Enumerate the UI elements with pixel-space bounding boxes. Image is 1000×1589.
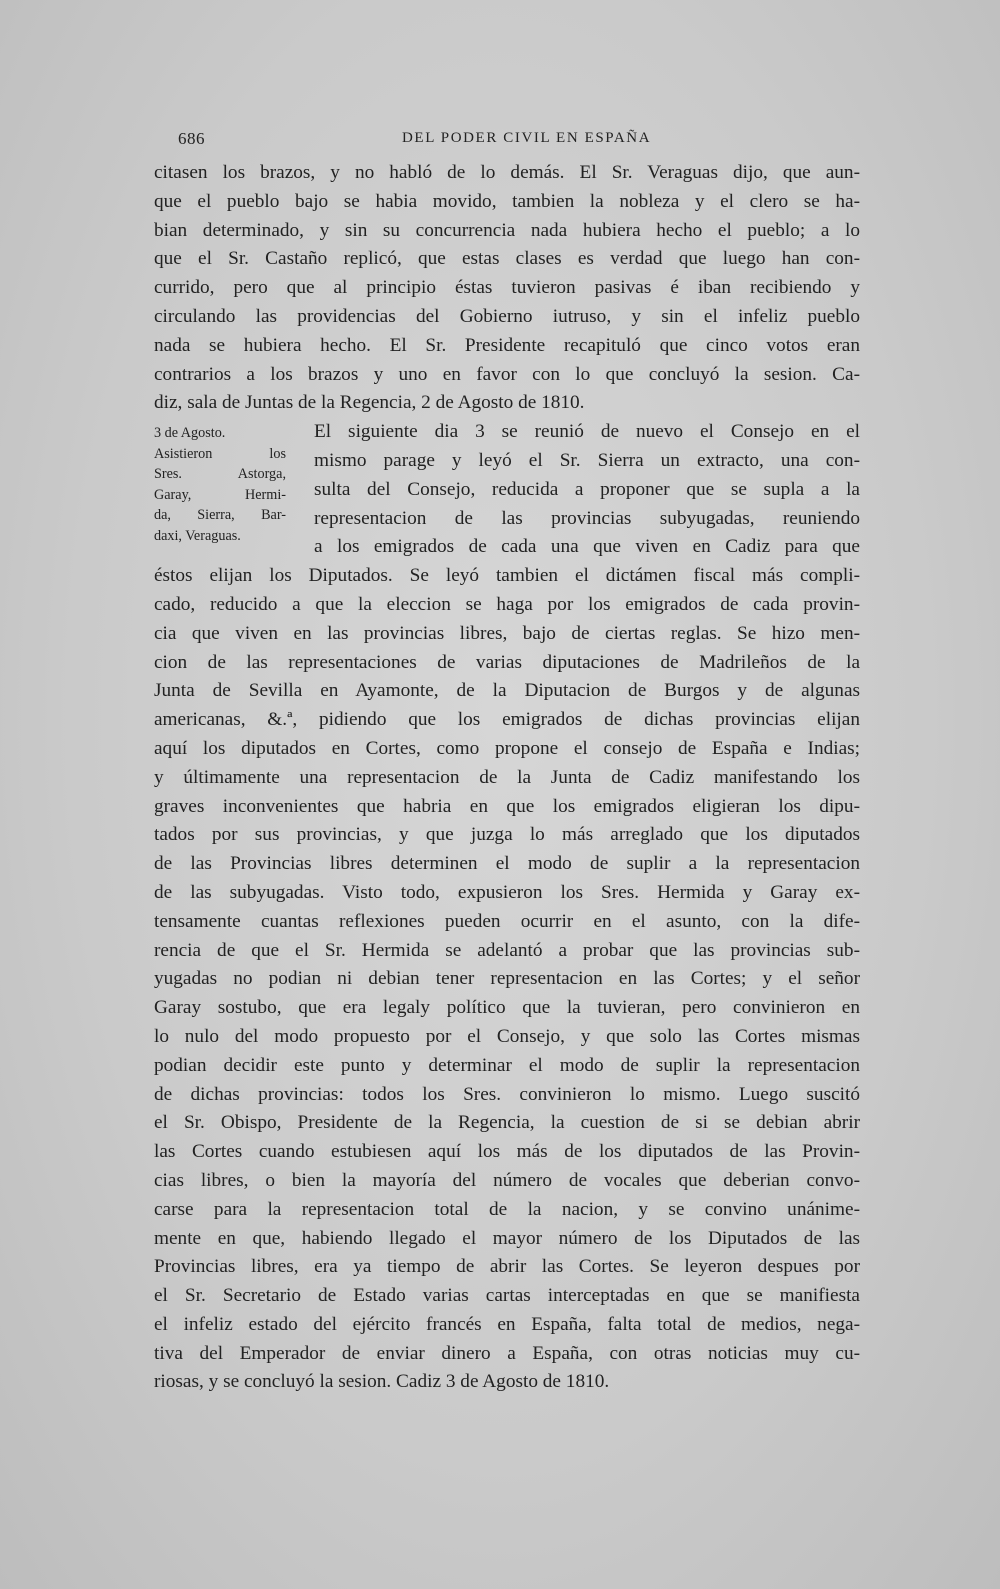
text-line: rencia de que el Sr. Hermida se adelantó a probar que las provincias sub- [154, 939, 860, 961]
text-line: de las subyugadas. Visto todo, expusieron los Sres. Hermida y Garay ex- [154, 881, 860, 903]
margin-note-line: Garay, Hermi- [154, 486, 286, 503]
margin-note-line: daxi, Veraguas. [154, 527, 241, 544]
text-line: cia que viven en las provincias libres, bajo de ciertas reglas. Se hizo men- [154, 622, 860, 644]
text-line: de dichas provincias: todos los Sres. convinieron lo mismo. Luego suscitó [154, 1083, 860, 1105]
text-line: y últimamente una representacion de la Junta de Cadiz manifestando los [154, 766, 860, 788]
page-number: 686 [178, 129, 205, 148]
text-line: las Cortes cuando estubiesen aquí los más de los diputados de las Provin- [154, 1141, 860, 1163]
text-line: mente en que, habiendo llegado el mayor número de los Diputados de las [154, 1227, 860, 1249]
paragraph-bottom [154, 562, 860, 1397]
paragraph-top [154, 159, 860, 418]
text-line: contrarios a los brazos y uno en favor con lo que concluyó la sesion. Ca- [154, 363, 860, 385]
margin-note-line: da, Sierra, Bar- [154, 507, 286, 524]
text-line: Provincias libres, era ya tiempo de abrir las Cortes. Se leyeron despues por [154, 1256, 860, 1278]
text-line: representacion de las provincias subyugadas, reuniendo [314, 507, 860, 529]
text-line: que el pueblo bajo se habia movido, tambien la nobleza y el clero se ha- [154, 190, 860, 212]
margin-note [154, 423, 286, 546]
text-line: bian determinado, y sin su concurrencia nada hubiera hecho el pueblo; a lo [154, 219, 860, 241]
indented-paragraph [314, 418, 860, 562]
page-header [154, 129, 860, 153]
text-line: a los emigrados de cada una que viven en Cadiz para que [314, 536, 860, 558]
text-line: aquí los diputados en Cortes, como propone el consejo de España e Indias; [154, 737, 860, 759]
text-line: circulando las providencias del Gobierno iutruso, y sin el infeliz pueblo [154, 305, 860, 327]
text-line: lo nulo del modo propuesto por el Consejo, y que solo las Cortes mismas [154, 1025, 860, 1047]
text-line: cias libres, o bien la mayoría del número de vocales que deberian convo- [154, 1169, 860, 1191]
margin-note-region [154, 418, 860, 562]
text-line: nada se hubiera hecho. El Sr. Presidente recapituló que cinco votos eran [154, 334, 860, 356]
margin-note-line: Sres. Astorga, [154, 466, 286, 483]
text-line: tensamente cuantas reflexiones pueden ocurrir en el asunto, con la dife- [154, 910, 860, 932]
text-line: currido, pero que al principio éstas tuvieron pasivas é iban recibiendo y [154, 277, 860, 299]
text-line: de las Provincias libres determinen el modo de suplir a la representacion [154, 853, 860, 875]
text-line: cion de las representaciones de varias diputaciones de Madrileños de la [154, 651, 860, 673]
text-line: riosas, y se concluyó la sesion. Cadiz 3 de Agosto de 1810. [154, 1371, 610, 1393]
text-line: tados por sus provincias, y que juzga lo más arreglado que los diputados [154, 824, 860, 846]
text-line: carse para la representacion total de la nacion, y se convino unánime- [154, 1198, 860, 1220]
body-text [154, 159, 860, 1397]
text-line: citasen los brazos, y no habló de lo demás. El Sr. Veraguas dijo, que aun- [154, 162, 860, 183]
text-line: diz, sala de Juntas de la Regencia, 2 de Agosto de 1810. [154, 392, 585, 414]
text-line: cado, reducido a que la eleccion se haga por los emigrados de cada provin- [154, 593, 860, 615]
running-head: DEL PODER CIVIL EN ESPAÑA [402, 130, 652, 146]
margin-note-line: Asistieron los [154, 445, 286, 462]
text-line: Garay sostubo, que era legaly político que la tuvieran, pero convinieron en [154, 997, 860, 1019]
text-line: graves inconvenientes que habria en que los emigrados eligieran los dipu- [154, 795, 860, 817]
text-line: sulta del Consejo, reducida a proponer que se supla a la [314, 478, 860, 500]
text-line: Junta de Sevilla en Ayamonte, de la Diputacion de Burgos y de algunas [154, 680, 860, 702]
text-line: el Sr. Secretario de Estado varias cartas interceptadas en que se manifiesta [154, 1285, 860, 1307]
text-line: americanas, &.ª, pidiendo que los emigrados de dichas provincias elijan [154, 709, 860, 731]
text-line: éstos elijan los Diputados. Se leyó tambien el dictámen fiscal más compli- [154, 565, 860, 587]
text-line: El siguiente dia 3 se reunió de nuevo el Consejo en el [314, 421, 860, 443]
text-line: mismo parage y leyó el Sr. Sierra un extracto, una con- [314, 449, 860, 471]
text-line: el infeliz estado del ejército francés en España, falta total de medios, nega- [154, 1313, 860, 1335]
text-line: el Sr. Obispo, Presidente de la Regencia, la cuestion de si se debian abrir [154, 1112, 860, 1134]
margin-note-line: 3 de Agosto. [154, 425, 226, 442]
text-line: yugadas no podian ni debian tener representacion en las Cortes; y el señor [154, 968, 860, 990]
text-line: que el Sr. Castaño replicó, que estas clases es verdad que luego han con- [154, 248, 860, 270]
text-line: podian decidir este punto y determinar el modo de suplir la representacion [154, 1054, 860, 1076]
text-line: tiva del Emperador de enviar dinero a España, con otras noticias muy cu- [154, 1342, 860, 1364]
